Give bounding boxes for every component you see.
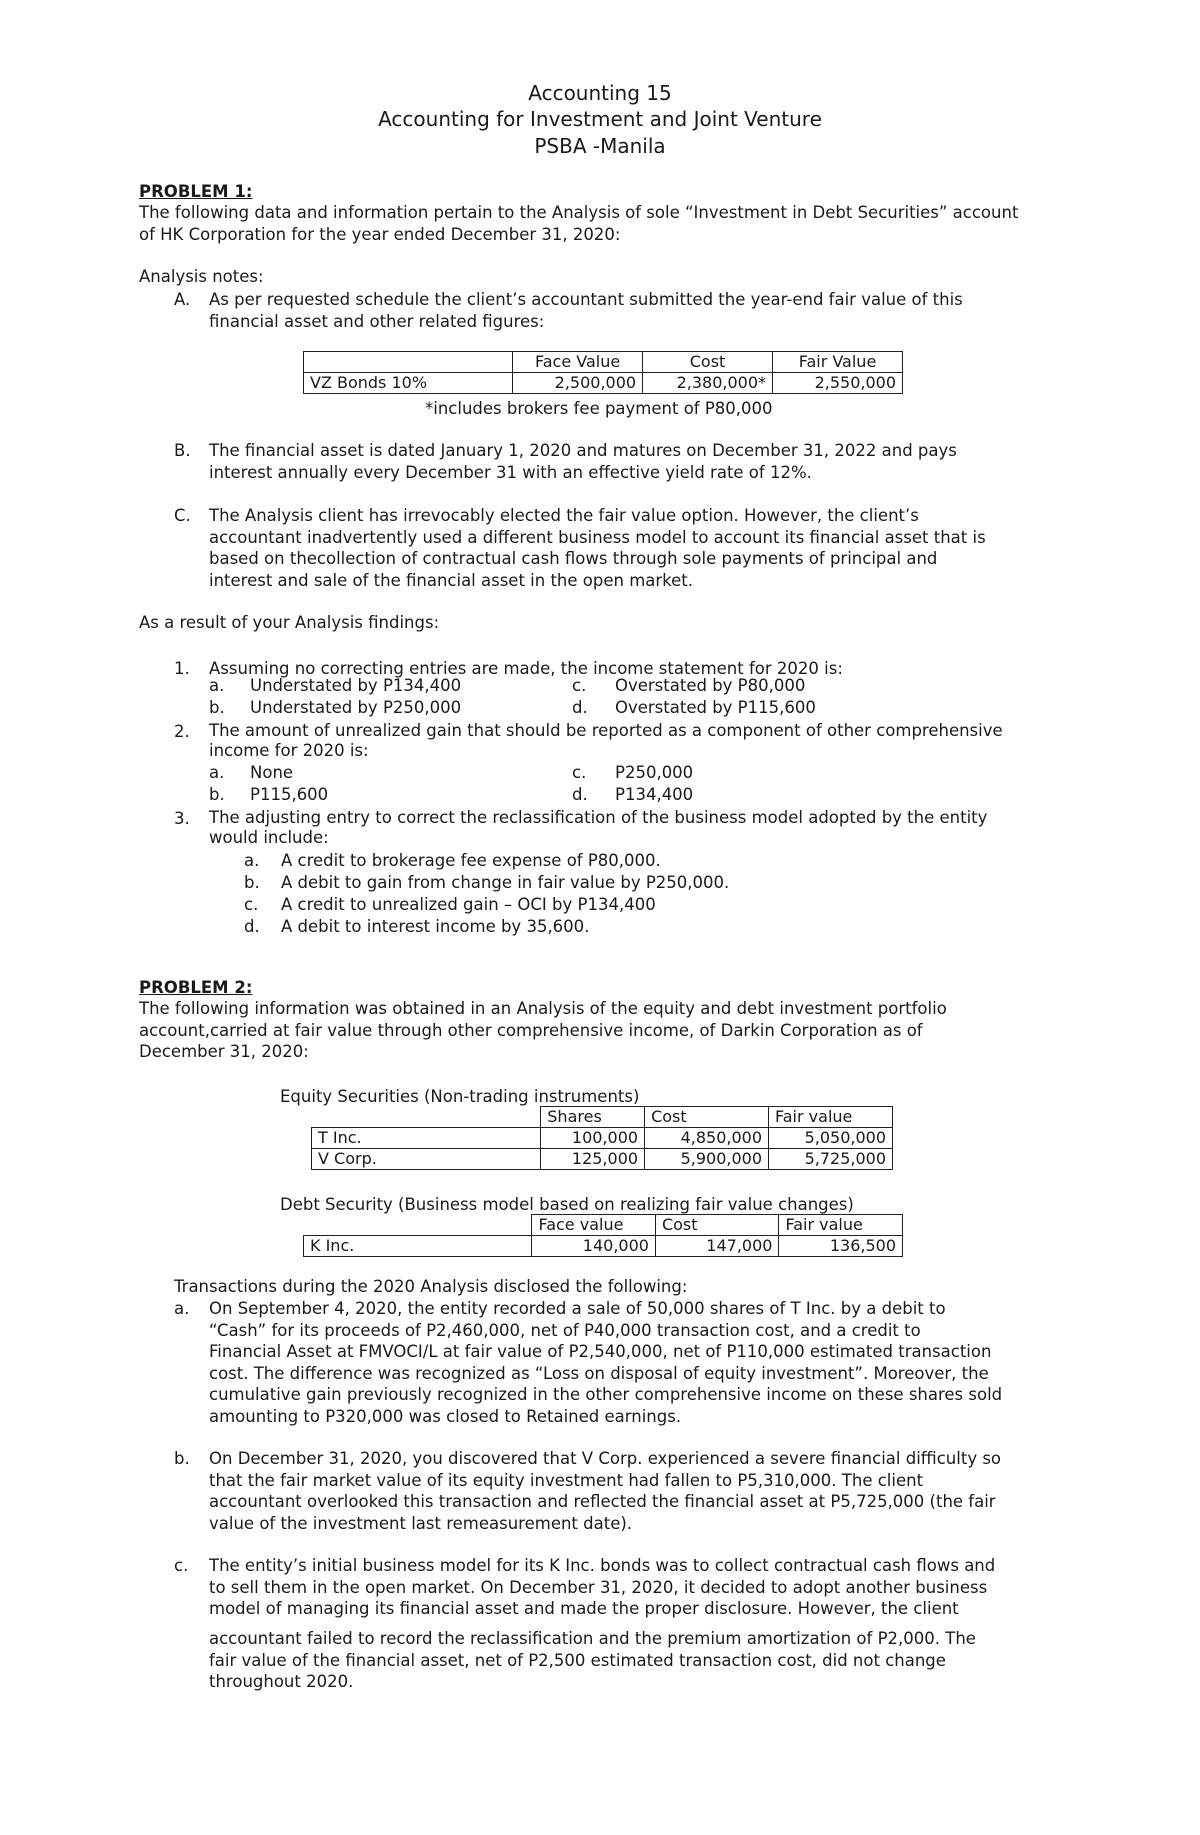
question-number: 1.: [174, 659, 190, 678]
course-title: Accounting 15: [528, 81, 672, 105]
text-line: On December 31, 2020, you discovered that V Corp. experienced a severe financial difficulty so: [209, 1449, 1002, 1468]
choice-text: P250,000: [615, 763, 694, 782]
choice-text: A credit to unrealized gain – OCI by P134,400: [281, 895, 656, 914]
table-cell: [304, 352, 513, 373]
school-name: PSBA -Manila: [534, 134, 666, 158]
table-cell: 5,050,000: [769, 1128, 893, 1149]
text-line: based on thecollection of contractual cash flows through sole payments of principal and: [209, 549, 938, 569]
choice-letter: a.: [244, 851, 260, 870]
text-line: The entity’s initial business model for its K Inc. bonds was to collect contractual cash flows and: [209, 1556, 996, 1575]
text-line: cost. The difference was recognized as “Loss on disposal of equity investment”. Moreover, the: [209, 1363, 989, 1383]
text-line: fair value of the financial asset, net of P2,500 estimated transaction cost, did not change: [209, 1650, 946, 1670]
transaction-letter: a.: [174, 1299, 190, 1318]
choice-text: A debit to interest income by 35,600.: [281, 917, 590, 936]
choice-letter: d.: [572, 698, 588, 717]
debt-security-table: [303, 1214, 903, 1257]
debt-caption: Debt Security (Business model based on realizing fair value changes): [280, 1195, 854, 1214]
choice-letter: a.: [209, 763, 225, 782]
transaction-b: [209, 1448, 1001, 1534]
text-line: income for 2020 is:: [209, 741, 369, 760]
text-line: The adjusting entry to correct the reclassification of the business model adopted by the entity: [209, 808, 988, 827]
table-header: Cost: [643, 352, 773, 373]
table-header-row: [304, 352, 903, 373]
table-cell: 125,000: [541, 1149, 645, 1170]
text-line: The financial asset is dated January 1, 2020 and matures on December 31, 2022 and pays: [209, 441, 957, 460]
table-header: Shares: [541, 1107, 645, 1128]
choice-text: None: [250, 763, 294, 782]
table-header: Fair Value: [773, 352, 903, 373]
equity-caption: Equity Securities (Non-trading instruments): [280, 1087, 640, 1106]
choice-letter: b.: [244, 873, 260, 892]
table-cell: T Inc.: [312, 1128, 541, 1149]
choice-text: Understated by P250,000: [250, 698, 462, 717]
table-row: [312, 1149, 893, 1170]
text-line: of HK Corporation for the year ended December 31, 2020:: [139, 224, 621, 244]
question-3: [209, 808, 987, 848]
text-line: On September 4, 2020, the entity recorded a sale of 50,000 shares of T Inc. by a debit to: [209, 1299, 946, 1318]
choice-letter: c.: [244, 895, 259, 914]
findings-label: As a result of your Analysis findings:: [139, 613, 440, 632]
text-line: account,carried at fair value through other comprehensive income, of Darkin Corporation as of: [139, 1020, 923, 1040]
choice-letter: d.: [572, 785, 588, 804]
table-cell: 100,000: [541, 1128, 645, 1149]
text-line: The amount of unrealized gain that should be reported as a component of other comprehensive: [209, 721, 1003, 740]
text-line: amounting to P320,000 was closed to Retained earnings.: [209, 1406, 682, 1426]
text-line: model of managing its financial asset and made the proper disclosure. However, the client: [209, 1599, 959, 1619]
table-cell: 4,850,000: [645, 1128, 769, 1149]
text-line: financial asset and other related figures:: [209, 311, 545, 331]
table-cell: 136,500: [779, 1236, 903, 1257]
text-line: to sell them in the open market. On December 31, 2020, it decided to adopt another business: [209, 1577, 988, 1597]
text-line: Financial Asset at FMVOCI/L at fair value of P2,540,000, net of P110,000 estimated transaction: [209, 1342, 992, 1362]
choice-letter: c.: [572, 763, 587, 782]
table-cell: [304, 1215, 532, 1236]
table-cell: 5,900,000: [645, 1149, 769, 1170]
table-row: [312, 1128, 893, 1149]
notes-label: Analysis notes:: [139, 267, 264, 286]
table-row: [304, 373, 903, 394]
text-line: accountant failed to record the reclassification and the premium amortization of P2,000. The: [209, 1629, 976, 1648]
table-header: Cost: [655, 1215, 779, 1236]
text-line: cumulative gain previously recognized in the other comprehensive income on these shares sold: [209, 1385, 1003, 1405]
note-c: [209, 505, 986, 591]
choice-text: Overstated by P115,600: [615, 698, 816, 717]
note-a: [209, 289, 963, 332]
transaction-c: [209, 1555, 995, 1620]
table-cell: VZ Bonds 10%: [304, 373, 513, 394]
table-header: Cost: [645, 1107, 769, 1128]
question-1: Assuming no correcting entries are made, the income statement for 2020 is:: [209, 659, 843, 678]
text-line: December 31, 2020:: [139, 1042, 309, 1062]
table-cell: 147,000: [655, 1236, 779, 1257]
transactions-label: Transactions during the 2020 Analysis disclosed the following:: [174, 1277, 688, 1296]
transaction-c-continued: [209, 1628, 976, 1693]
table-cell: 140,000: [532, 1236, 656, 1257]
table-cell: 2,380,000*: [643, 373, 773, 394]
table-cell: 5,725,000: [769, 1149, 893, 1170]
problem1-intro: [139, 202, 1018, 245]
equity-securities-table: [311, 1106, 893, 1170]
choice-text: Overstated by P80,000: [615, 676, 806, 695]
choice-text: A credit to brokerage fee expense of P80,000.: [281, 851, 661, 870]
note-letter: A.: [174, 290, 191, 309]
vz-bonds-table: [303, 351, 903, 394]
table-cell: K Inc.: [304, 1236, 532, 1257]
problem1-heading: PROBLEM 1:: [139, 182, 253, 201]
text-line: would include:: [209, 828, 329, 847]
text-line: interest and sale of the financial asset in the open market.: [209, 570, 694, 590]
transaction-a: [209, 1298, 1002, 1428]
question-number: 3.: [174, 809, 190, 828]
table-header: Fair value: [769, 1107, 893, 1128]
table-header-row: [312, 1107, 893, 1128]
text-line: As per requested schedule the client’s accountant submitted the year-end fair value of this: [209, 290, 963, 309]
choice-letter: c.: [572, 676, 587, 695]
transaction-letter: c.: [174, 1556, 189, 1575]
table-cell: 2,500,000: [513, 373, 643, 394]
table-header-row: [304, 1215, 903, 1236]
choice-letter: d.: [244, 917, 260, 936]
subject-title: Accounting for Investment and Joint Venture: [378, 107, 822, 131]
text-line: interest annually every December 31 with an effective yield rate of 12%.: [209, 462, 812, 482]
text-line: value of the investment last remeasurement date).: [209, 1513, 633, 1533]
text-line: that the fair market value of its equity investment had fallen to P5,310,000. The client: [209, 1470, 924, 1490]
choice-letter: b.: [209, 698, 225, 717]
text-line: accountant inadvertently used a different business model to account its financial asset that is: [209, 527, 986, 547]
problem2-intro: [139, 998, 947, 1063]
table-header: Fair value: [779, 1215, 903, 1236]
problem2-heading: PROBLEM 2:: [139, 978, 253, 997]
text-line: accountant overlooked this transaction and reflected the financial asset at P5,725,000 (the fair: [209, 1492, 996, 1512]
note-letter: C.: [174, 506, 191, 525]
table-cell: 2,550,000: [773, 373, 903, 394]
choice-text: P115,600: [250, 785, 329, 804]
choice-letter: b.: [209, 785, 225, 804]
text-line: The Analysis client has irrevocably elected the fair value option. However, the client’s: [209, 506, 919, 525]
table-header: Face value: [532, 1215, 656, 1236]
question-2: [209, 721, 1003, 761]
choice-letter: a.: [209, 676, 225, 695]
note-letter: B.: [174, 441, 191, 460]
table-footnote: *includes brokers fee payment of P80,000: [425, 399, 773, 418]
note-b: [209, 440, 957, 483]
table-cell: V Corp.: [312, 1149, 541, 1170]
choice-text: A debit to gain from change in fair value by P250,000.: [281, 873, 730, 892]
table-header: Face Value: [513, 352, 643, 373]
choice-text: P134,400: [615, 785, 694, 804]
text-line: The following information was obtained in an Analysis of the equity and debt investment portfolio: [139, 999, 947, 1018]
question-number: 2.: [174, 722, 190, 741]
text-line: “Cash” for its proceeds of P2,460,000, net of P40,000 transaction cost, and a credit to: [209, 1320, 921, 1340]
text-line: throughout 2020.: [209, 1672, 354, 1692]
table-row: [304, 1236, 903, 1257]
choice-text: Understated by P134,400: [250, 676, 462, 695]
transaction-letter: b.: [174, 1449, 190, 1468]
table-cell: [312, 1107, 541, 1128]
text-line: The following data and information pertain to the Analysis of sole “Investment in Debt Securities” account: [139, 203, 1019, 222]
